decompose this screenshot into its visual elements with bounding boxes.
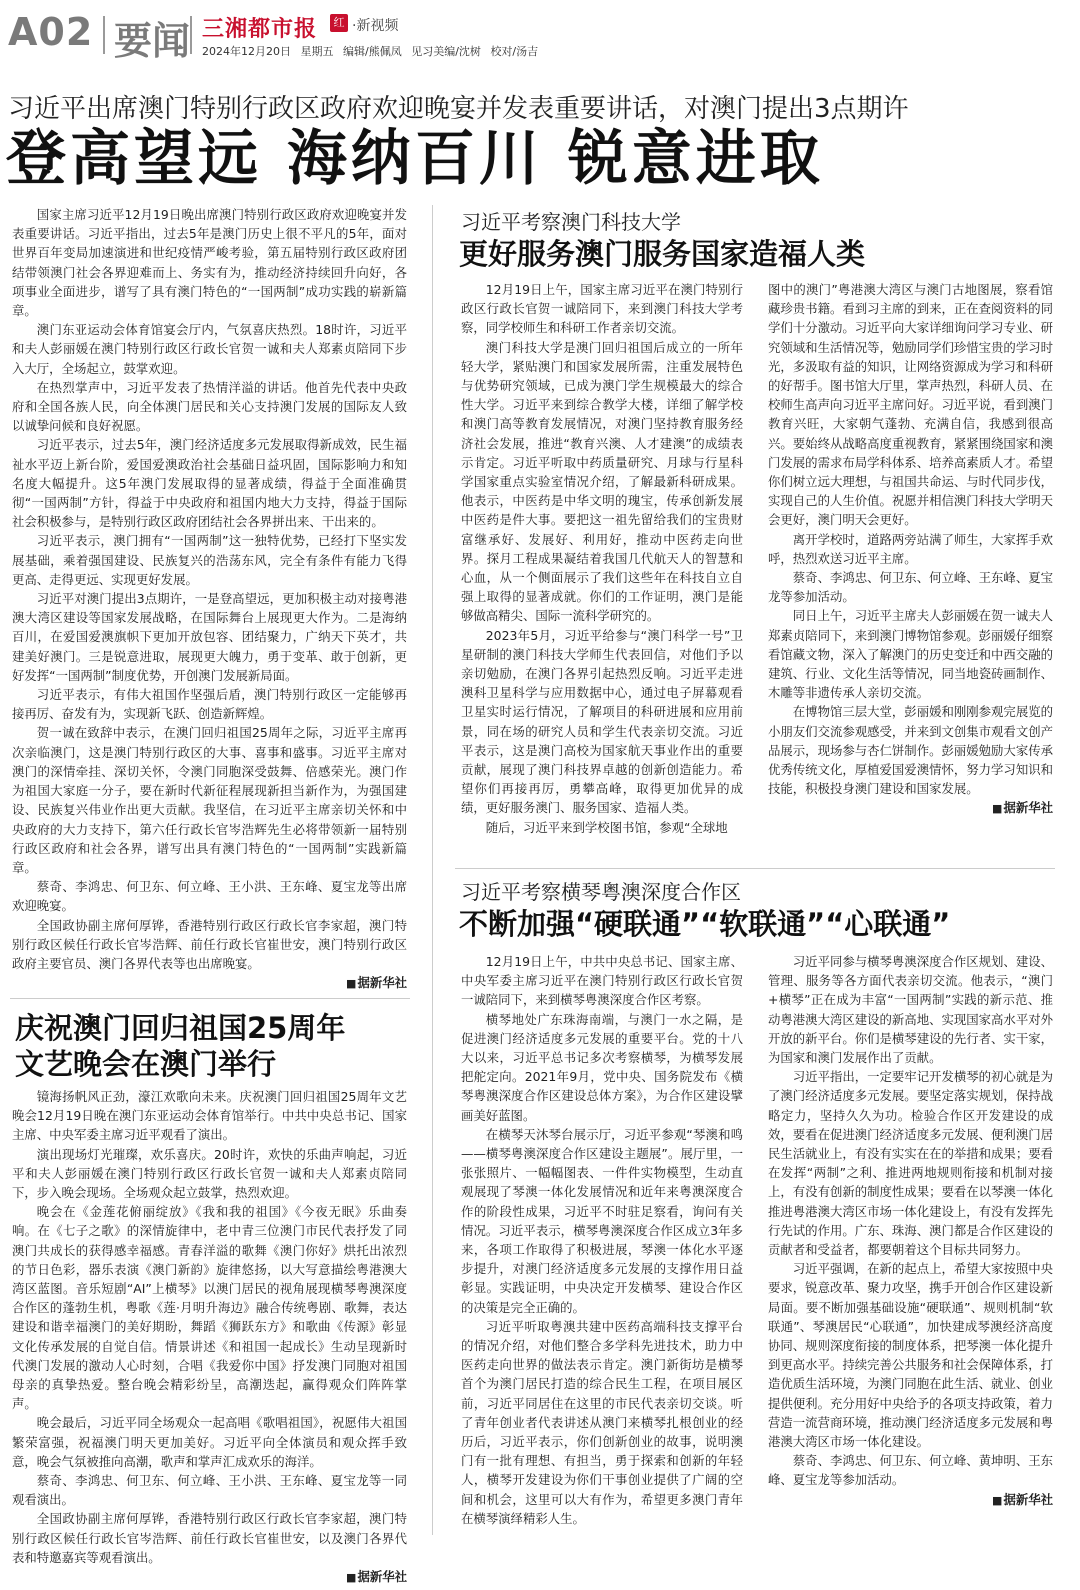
paragraph: 习近平同参与横琴粤澳深度合作区规划、建设、管理、服务等各方面代表亲切交流。他表示，“澳门+横琴”正在成为丰富“一国两制”实践的新示范、推动粤港澳大湾区建设的新高地、实现国家高水平对外开放的新平台。你们是横琴建设的先行者、实干家，为国家和澳门发展作出了贡献。: [768, 954, 1053, 1066]
paragraph: 全国政协副主席何厚铧，香港特别行政区行政长官李家超，澳门特别行政区候任行政长官岑浩辉、前任行政长官崔世安，澳门特别行政区政府主要官员、澳门各界代表等也出席晚宴。: [12, 917, 407, 971]
divider: [103, 16, 105, 54]
article4-column-1: [461, 952, 743, 1550]
article2-headline: 更好服务澳门服务国家造福人类: [459, 237, 866, 271]
article2-kicker: 习近平考察澳门科技大学: [461, 210, 681, 234]
paragraph: 澳门科技大学是澳门回归祖国后成立的一所年轻大学，紧贴澳门和国家发展所需，注重发展特色与优势研究领域，已成为澳门学生规模最大的综合性大学。习近平来到综合教学大楼，详细了解学校和澳门高等教育发展情况，对澳门坚持教育服务经济社会发展，推进“教育兴澳、人才建澳”的成绩表示肯定。习近平听取中药质量研究、月球与行星科学国家重点实验室情况介绍，了解最新科研成果。他表示，中医药是中华文明的瑰宝，传承创新发展中医药是件大事。要把这一祖先留给我们的宝贵财富继承好、发展好、利用好，推动中医药走向世界。探月工程成果凝结着我国几代航天人的智慧和心血，从一个侧面展示了我们这些年在科技自立自强上取得的显著成就。你们的工作证明，澳门是能够做高精尖、国际一流科学研究的。: [461, 339, 743, 624]
paragraph: 12月19日上午，国家主席习近平在澳门特别行政区行政长官贺一诚陪同下，来到澳门科技大学考察，同学校师生和科研工作者亲切交流。: [461, 282, 743, 336]
paragraph: 贺一诚在致辞中表示，在澳门回归祖国25周年之际，习近平主席再次亲临澳门，这是澳门特别行政区的大事、喜事和盛事。习近平主席对澳门的深情牵挂、深切关怀，令澳门同胞深受鼓舞、倍感荣光。澳门作为祖国大家庭一分子，要在新时代新征程展现新担当新作为，为强国建设、民族复兴伟业作出更大贡献。我坚信，在习近平主席亲切关怀和中央政府的大力支持下，第六任行政长官岑浩辉先生必将带领新一届特别行政区政府和社会各界，谱写出具有澳门特色的“一国两制”实践新篇章。: [12, 725, 407, 875]
designer-credit: 见习美编/沈树: [411, 45, 481, 58]
article2-column-2: [768, 280, 1053, 850]
paragraph: 在横琴天沐琴台展示厅，习近平参观“琴澳和鸣——横琴粤澳深度合作区建设主题展”。展厅里，一张张照片、一幅幅图表、一件件实物模型，生动直观展现了琴澳一体化发展情况和近年来粤澳深度合作的阶段性成果，习近平不时驻足察看，询问有关情况。习近平表示，横琴粤澳深度合作区成立3年多来，各项工作取得了积极进展，琴澳一体化水平逐步提升，对澳门经济适度多元发展的支撑作用日益彰显。实践证明，中央决定开发横琴、建设合作区的决策是完全正确的。: [461, 1126, 743, 1315]
paragraph: 习近平听取粤澳共建中医药高端科技支撑平台的情况介绍，对他们整合多学科先进技术，助力中医药走向世界的做法表示肯定。澳门新街坊是横琴首个为澳门居民打造的综合民生工程，在项目展区前，习近平同居住在这里的市民代表亲切交谈。听了青年创业者代表讲述从澳门来横琴扎根创业的经历后，习近平表示，你们创新创业的故事，说明澳门有一批有理想、有担当，勇于探索和创新的年轻人，横琴开发建设为你们干事创业提供了广阔的空间和机会，这里可以大有作为，希望更多澳门青年在横琴演绎精彩人生。: [461, 1318, 743, 1526]
article3-body: [12, 1087, 407, 1585]
paragraph: 蔡奇、李鸿忠、何卫东、何立峰、王小洪、王东峰、夏宝龙等一同观看演出。: [12, 1473, 407, 1508]
paragraph: 离开学校时，道路两旁站满了师生，大家挥手欢呼，热烈欢送习近平主席。: [768, 531, 1053, 566]
paragraph: 晚会在《金莲花俯丽绽放》《我和我的祖国》《今夜无眠》乐曲奏响。在《七子之歌》的深情旋律中，老中青三位澳门市民代表抒发了同澳门共成长的获得感幸福感。青春洋溢的歌舞《澳门你好》烘托出浓烈的节日色彩，器乐表演《澳门新韵》旋律悠扬，以大写意描绘粤港澳大湾区蓝图。音乐短剧“AI”上横琴》以澳门居民的视角展现横琴粤澳深度合作区的蓬勃生机，粤歌《莲·月明升海边》融合传统粤剧、歌舞，表达建设和谐幸福澳门的美好期盼，舞蹈《狮跃东方》和歌曲《传源》彰显文化传承发展的自觉自信。情景讲述《和祖国一起成长》生动呈现新时代澳门发展的激动人心时刻，合唱《我爱你中国》抒发澳门同胞对祖国母亲的真挚热爱。整台晚会精彩纷呈，高潮迭起，赢得观众们阵阵掌声。: [12, 1204, 407, 1412]
paragraph: 图中的澳门”粤港澳大湾区与澳门古地图展，察看馆藏珍贵书籍。看到习主席的到来，正在查阅资料的同学们十分激动。习近平向大家详细询问学习专业、研究领域和生活情况等，勉励同学们珍惜宝贵的学习时光，多汲取有益的知识，让网络资源成为学习和科研的好帮手。图书馆大厅里，掌声热烈，科研人员、在校师生高声向习近平主席问好。习近平说，看到澳门教育兴旺，大家朝气蓬勃、充满自信，我感到很高兴。要始终从战略高度重视教育，紧紧围绕国家和澳门发展的需求布局学科体系、培养高素质人才。希望你们树立远大理想，与祖国共命运、与时代同步伐，实现自己的人生价值。祝愿并相信澳门科技大学明天会更好，澳门明天会更好。: [768, 282, 1053, 528]
article4-kicker: 习近平考察横琴粤澳深度合作区: [461, 880, 741, 904]
article4-column-2: [768, 952, 1053, 1550]
issue-info: [202, 43, 544, 59]
paragraph: 2023年5月，习近平给参与“澳门科学一号”卫星研制的澳门科技大学师生代表回信，对他们予以亲切勉励，在澳门各界引起热烈反响。习近平走进澳科卫星科学与应用数据中心，通过电子屏幕观看卫星实时运行情况，了解项目的科研进展和应用前景，同在场的研究人员和学生代表亲切交流。习近平表示，这是澳门高校为国家航天事业作出的重要贡献，展现了澳门科技界卓越的创新创造能力。希望你们再接再厉，勇攀高峰，取得更加优异的成绩，更好服务澳门、服务国家、造福人类。: [461, 627, 743, 816]
source-credit: ■ 据新华社: [992, 1490, 1053, 1510]
paragraph: 习近平强调，在新的起点上，希望大家按照中央要求，锐意改革、聚力攻坚，携手开创合作区建设新局面。要不断加强基础设施“硬联通”、规则机制“软联通”、琴澳居民“心联通”，加快建成琴澳经济高度协同、规则深度衔接的制度体系，把琴澳一体化提升到更高水平。持续完善公共服务和社会保障体系，打造优质生活环境，为澳门同胞在此生活、就业、创业提供便利。充分用好中央给予的各项支持政策，着力营造一流营商环境，推动澳门经济适度多元发展和粤港澳大湾区市场一体化建设。: [768, 1261, 1053, 1450]
paragraph: 习近平表示，有伟大祖国作坚强后盾，澳门特别行政区一定能够再接再厉、奋发有为，实现新飞跃、创造新辉煌。: [12, 687, 407, 722]
paragraph: 习近平表示，澳门拥有“一国两制”这一独特优势，已经打下坚实发展基础，乘着强国建设、民族复兴的浩荡东风，完全有条件有能力飞得更高、走得更远、实现更好发展。: [12, 533, 407, 587]
article3-headline-line1: 庆祝澳门回归祖国25周年: [15, 1011, 346, 1045]
paragraph: 演出现场灯光璀璨，欢乐喜庆。20时许，欢快的乐曲声响起，习近平和夫人彭丽媛在澳门特别行政区行政长官贺一诚和夫人郑素贞陪同下，步入晚会现场。全场观众起立鼓掌，热烈欢迎。: [12, 1146, 407, 1201]
app-name: ·新视频: [352, 18, 399, 34]
paragraph: 在热烈掌声中，习近平发表了热情洋溢的讲话。他首先代表中央政府和全国各族人民，向全体澳门居民和关心支持澳门发展的国际友人致以诚挚问候和良好祝愿。: [12, 379, 407, 434]
source-credit: ■ 据新华社: [346, 973, 407, 993]
app-logo-icon: 红: [330, 14, 348, 32]
editor-credit: 编辑/熊佩凤: [343, 45, 402, 58]
paragraph: 澳门东亚运动会体育馆宴会厅内，气氛喜庆热烈。18时许，习近平和夫人彭丽媛在澳门特别行政区行政长官贺一诚和夫人郑素贞陪同下步入大厅，全场起立，鼓掌欢迎。: [12, 322, 407, 376]
section-rule: [10, 998, 410, 999]
lead-article-body: [12, 205, 407, 990]
column-rule: [432, 205, 433, 1535]
source-credit: ■ 据新华社: [992, 798, 1053, 818]
paper-logo: 三湘都市报: [202, 17, 318, 42]
paragraph: 镜海扬帆风正劲，濠江欢歌向未来。庆祝澳门回归祖国25周年文艺晚会12月19日晚在澳门东亚运动会体育馆举行。中共中央总书记、国家主席、中央军委主席习近平观看了演出。: [12, 1089, 407, 1143]
proofreader-credit: 校对/汤吉: [490, 45, 539, 58]
source-credit: ■ 据新华社: [346, 1567, 407, 1587]
paragraph: 在博物馆三层大堂，彭丽媛和刚刚参观完展览的小朋友们交流参观感受，并来到文创集市观看文创产品展示，现场参与杏仁饼制作。彭丽媛勉励大家传承优秀传统文化，厚植爱国爱澳情怀，努力学习知识和技能，积极投身澳门建设和国家发展。: [768, 704, 1053, 797]
lead-headline: 登高望远 海纳百川 锐意进取: [6, 124, 824, 194]
paragraph: 习近平对澳门提出3点期许，一是登高望远，更加积极主动对接粤港澳大湾区建设等国家发展战略，在国际舞台上展现更大作为。二是海纳百川，在爱国爱澳旗帜下更加开放包容、团结聚力，广纳天下英才，共建美好澳门。三是锐意进取，展现更大魄力，勇于变革、敢于创新，更好发挥“一国两制”制度优势，开创澳门发展新局面。: [12, 591, 407, 683]
issue-date: 2024年12月20日: [202, 45, 291, 58]
article2-column-1: [461, 280, 743, 850]
paragraph: 习近平指出，一定要牢记开发横琴的初心就是为了澳门经济适度多元发展。要坚定落实规划，保持战略定力，坚持久久为功。检验合作区开发建设的成效，要看在促进澳门经济适度多元发展、便利澳门居民生活就业上，有没有实实在在的举措和成果；要看在发挥“两制”之利、推进两地规则衔接和机制对接上，有没有创新的制度性成果；要看在以琴澳一体化推进粤港澳大湾区市场一体化建设上，有没有发挥先行先试的作用。广东、珠海、澳门都是合作区建设的贡献者和受益者，都要朝着这个目标共同努力。: [768, 1069, 1053, 1258]
issue-weekday: 星期五: [300, 45, 334, 58]
paragraph: 蔡奇、李鸿忠、何卫东、何立峰、王小洪、王东峰、夏宝龙等出席欢迎晚宴。: [12, 879, 407, 914]
paragraph: 同日上午，习近平主席夫人彭丽媛在贺一诚夫人郑素贞陪同下，来到澳门博物馆参观。彭丽媛仔细察看馆藏文物，深入了解澳门的历史变迁和中西交融的建筑、行业、文化生活等情况，同当地瓷砖画制作、木雕等非遗传承人亲切交流。: [768, 608, 1053, 701]
divider: [190, 16, 192, 54]
paragraph: 全国政协副主席何厚铧，香港特别行政区行政长官李家超，澳门特别行政区候任行政长官岑浩辉、前任行政长官崔世安，以及澳门各界代表和特邀嘉宾等观看演出。: [12, 1511, 407, 1565]
paragraph: 12月19日上午，中共中央总书记、国家主席、中央军委主席习近平在澳门特别行政区行政长官贺一诚陪同下，来到横琴粤澳深度合作区考察。: [461, 954, 743, 1008]
masthead: [0, 0, 1080, 62]
section-name: 要闻: [114, 19, 191, 63]
paragraph: 随后，习近平来到学校图书馆，参观“全球地: [485, 819, 728, 835]
section-rule: [455, 868, 1055, 869]
article3-headline-line2: 文艺晚会在澳门举行: [15, 1047, 277, 1081]
paragraph: 蔡奇、李鸿忠、何卫东、何立峰、黄坤明、王东峰、夏宝龙等参加活动。: [768, 1453, 1053, 1488]
page-number: A02: [8, 10, 94, 54]
paragraph: 晚会最后，习近平同全场观众一起高唱《歌唱祖国》，祝愿伟大祖国繁荣富强，祝福澳门明天更加美好。习近平向全体演员和观众挥手致意，晚会气氛被推向高潮，歌声和掌声汇成欢乐的海洋。: [12, 1415, 407, 1469]
paragraph: 横琴地处广东珠海南端，与澳门一水之隔，是促进澳门经济适度多元发展的重要平台。党的十八大以来，习近平总书记多次考察横琴，为横琴发展把舵定向。2021年9月，党中央、国务院发布《横琴粤澳深度合作区建设总体方案》，为合作区建设擘画美好蓝图。: [461, 1011, 743, 1123]
paragraph: 蔡奇、李鸿忠、何卫东、何立峰、王东峰、夏宝龙等参加活动。: [768, 570, 1053, 605]
article4-headline: 不断加强“硬联通”“软联通”“心联通”: [459, 907, 951, 941]
paragraph: 习近平表示，过去5年，澳门经济适度多元发展取得新成效，民生福祉水平迈上新台阶，爱国爱澳政治社会基础日益巩固，国际影响力和知名度大幅提升。这5年澳门发展取得的显著成绩，得益于全面准确贯彻“一国两制”方针，得益于中央政府和祖国内地大力支持，得益于国际社会积极参与，是特别行政区政府团结社会各界拼出来、干出来的。: [12, 437, 407, 530]
paragraph: 国家主席习近平12月19日晚出席澳门特别行政区政府欢迎晚宴并发表重要讲话。习近平指出，过去5年是澳门历史上很不平凡的5年，面对世界百年变局加速演进和世纪疫情严峻考验，第五届特别行政区政府团结带领澳门社会各界迎难而上、务实有为，推动经济持续回升向好，各项事业全面进步，谱写了具有澳门特色的“一国两制”成功实践的崭新篇章。: [12, 207, 407, 319]
lead-kicker: 习近平出席澳门特别行政区政府欢迎晚宴并发表重要讲话，对澳门提出3点期许: [8, 94, 909, 124]
